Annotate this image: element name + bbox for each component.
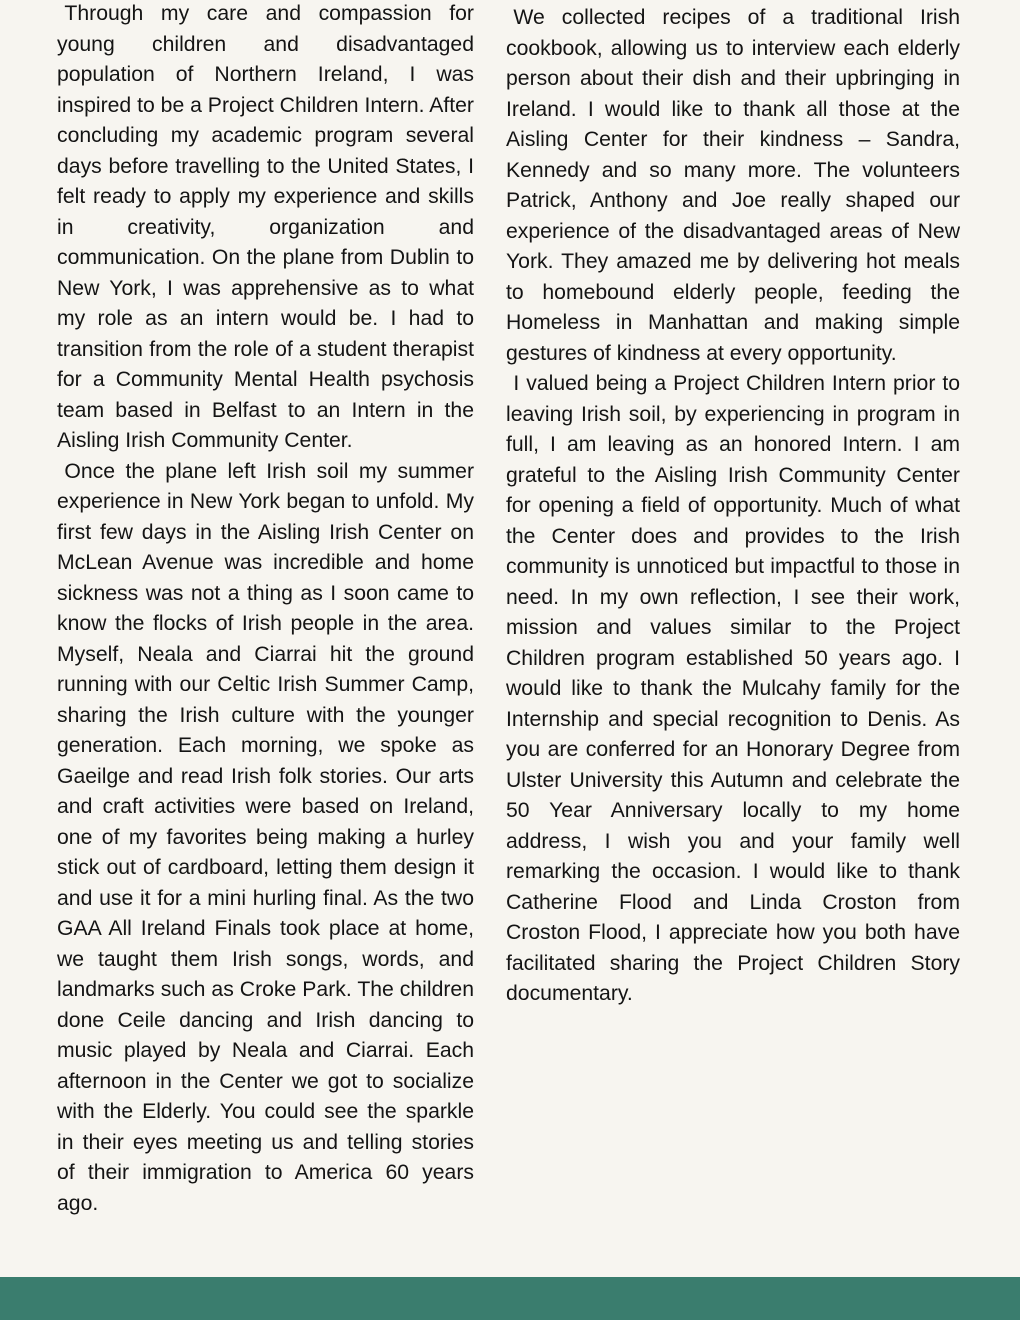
- paragraph-gratitude: I valued being a Project Children Intern prior to leaving Irish soil, by experiencing in program in full, I am leaving as an honored Intern. I am grateful to the Aisling Irish Community Center for opening a field of opportunity. Much of what the Center does and provides to the Irish community is unnoticed but impactful to those in need. In my own reflection, I see their work, mission and values similar to the Project Children program established 50 years ago. I would like to thank the Mulcahy family for the Internship and special recognition to Denis. As you are conferred for an Honorary Degree from Ulster University this Autumn and celebrate the 50 Year Anniversary locally to my home address, I wish you and your family well remarking the occasion. I would like to thank Catherine Flood and Linda Croston from Croston Flood, I appreciate how you both have facilitated sharing the Project Children Story documentary.: [506, 372, 960, 1005]
- paragraph-intern-intro: Through my care and compassion for young children and disadvantaged population of Northern Ireland, I was inspired to be a Project Children Intern. After concluding my academic program several days before travelling to the United States, I felt ready to apply my experience and skills in creativity, organization and communication. On the plane from Dublin to New York, I was apprehensive as to what my role as an intern would be. I had to transition from the role of a student therapist for a Community Mental Health psychosis team based in Belfast to an Intern in the Aisling Irish Community Center.: [57, 2, 474, 452]
- left-column: [57, 0, 474, 1219]
- right-column: [506, 3, 960, 1010]
- paragraph-summer-experience: Once the plane left Irish soil my summer experience in New York began to unfold. My first few days in the Aisling Irish Center on McLean Avenue was incredible and home sickness was not a thing as I soon came to know the flocks of Irish people in the area. Myself, Neala and Ciarrai hit the ground running with our Celtic Irish Summer Camp, sharing the Irish culture with the younger generation. Each morning, we spoke as Gaeilge and read Irish folk stories. Our arts and craft activities were based on Ireland, one of my favorites being making a hurley stick out of cardboard, letting them design it and use it for a mini hurling final. As the two GAA All Ireland Finals took place at home, we taught them Irish songs, words, and landmarks such as Croke Park. The children done Ceile dancing and Irish dancing to music played by Neala and Ciarrai. Each afternoon in the Center we got to socialize with the Elderly. You could see the sparkle in their eyes meeting us and telling stories of their immigration to America 60 years ago.: [57, 459, 474, 1215]
- footer-bar: [0, 1277, 1020, 1320]
- paragraph-cookbook-volunteers: We collected recipes of a traditional Irish cookbook, allowing us to interview each elderly person about their dish and their upbringing in Ireland. I would like to thank all those at the Aisling Center for their kindness – Sandra, Kennedy and so many more. The volunteers Patrick, Anthony and Joe really shaped our experience of the disadvantaged areas of New York. They amazed me by delivering hot meals to homebound elderly people, feeding the Homeless in Manhattan and making simple gestures of kindness at every opportunity.: [506, 6, 960, 365]
